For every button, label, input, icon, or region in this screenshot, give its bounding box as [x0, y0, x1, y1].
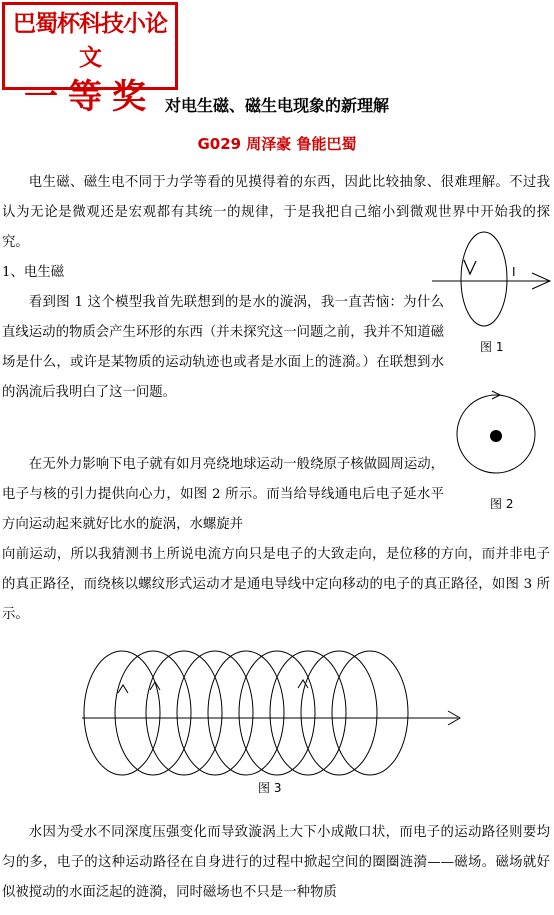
current-label: I	[512, 265, 516, 279]
figure-1	[430, 230, 554, 355]
figure-3	[80, 645, 465, 800]
figure-1-caption: 图 1	[480, 340, 504, 354]
helix-loop	[146, 651, 222, 775]
paragraph-intro: 电生磁、磁生电不同于力学等看的见摸得着的东西，因此比较抽象、很难理解。不过我认为无论是微观还是宏观都有其统一的规律，于是我把自己缩小到微观世界中开始我的探究。	[2, 175, 550, 250]
helix-loop	[84, 651, 160, 775]
page-title: 对电生磁、磁生电现象的新理解	[164, 96, 389, 115]
helix-loop	[301, 651, 377, 775]
section-heading: 1、电生磁	[2, 265, 65, 280]
figure-3-caption: 图 3	[258, 781, 282, 795]
helix-loop	[239, 651, 315, 775]
field-arrow	[464, 260, 476, 274]
nucleus	[490, 430, 502, 442]
author-line: G029 周泽豪 鲁能巴蜀	[197, 135, 357, 153]
field-loop	[461, 232, 507, 326]
helix-loop	[177, 651, 253, 775]
paragraph-vortex: 看到图 1 这个模型我首先联想到的是水的漩涡，我一直苦恼：为什么直线运动的物质会产生环形的东西（并未探究这一问题之前，我并不知道磁场是什么，或许是某物质的运动轨迹也或者是水面上的涟漪。）在联想到水的涡流后我明白了这一问题。	[2, 295, 444, 400]
stamp-line-2: 一等奖	[24, 77, 156, 117]
stamp-line-1: 巴蜀杯科技小论文	[13, 11, 167, 71]
helix-loop	[332, 651, 408, 775]
figure-2	[452, 388, 548, 514]
helix-arrow	[118, 685, 128, 693]
paragraph-electron-orbit: 在无外力影响下电子就有如月亮绕地球运动一般绕原子核做圆周运动，电子与核的引力提供向心力，如图 2 所示。而当给导线通电后电子延水平方向运动起来就好比水的旋涡，水螺旋并	[2, 457, 444, 532]
paragraph-magnetic-field: 水因为受水不同深度压强变化而导致漩涡上大下小成敞口状，而电子的运动路径则要均匀的多，电子的这种运动路径在自身进行的过程中掀起空间的圈圈涟漪——磁场。磁场就好似被搅动的水面泛起的涟漪，同时磁场也不只是一种物质	[2, 825, 550, 900]
figure-2-caption: 图 2	[490, 497, 514, 511]
helix-loop	[115, 651, 191, 775]
award-stamp	[2, 2, 178, 117]
paragraph-current-path: 向前运动，所以我猜测书上所说电流方向只是电子的大致走向，是位移的方向，而并非电子的真正路径，而绕核以螺纹形式运动才是通电导线中定向移动的电子的真正路径，如图 3 所示。	[2, 547, 550, 622]
helix-loop	[208, 651, 284, 775]
helix-loop	[270, 651, 346, 775]
